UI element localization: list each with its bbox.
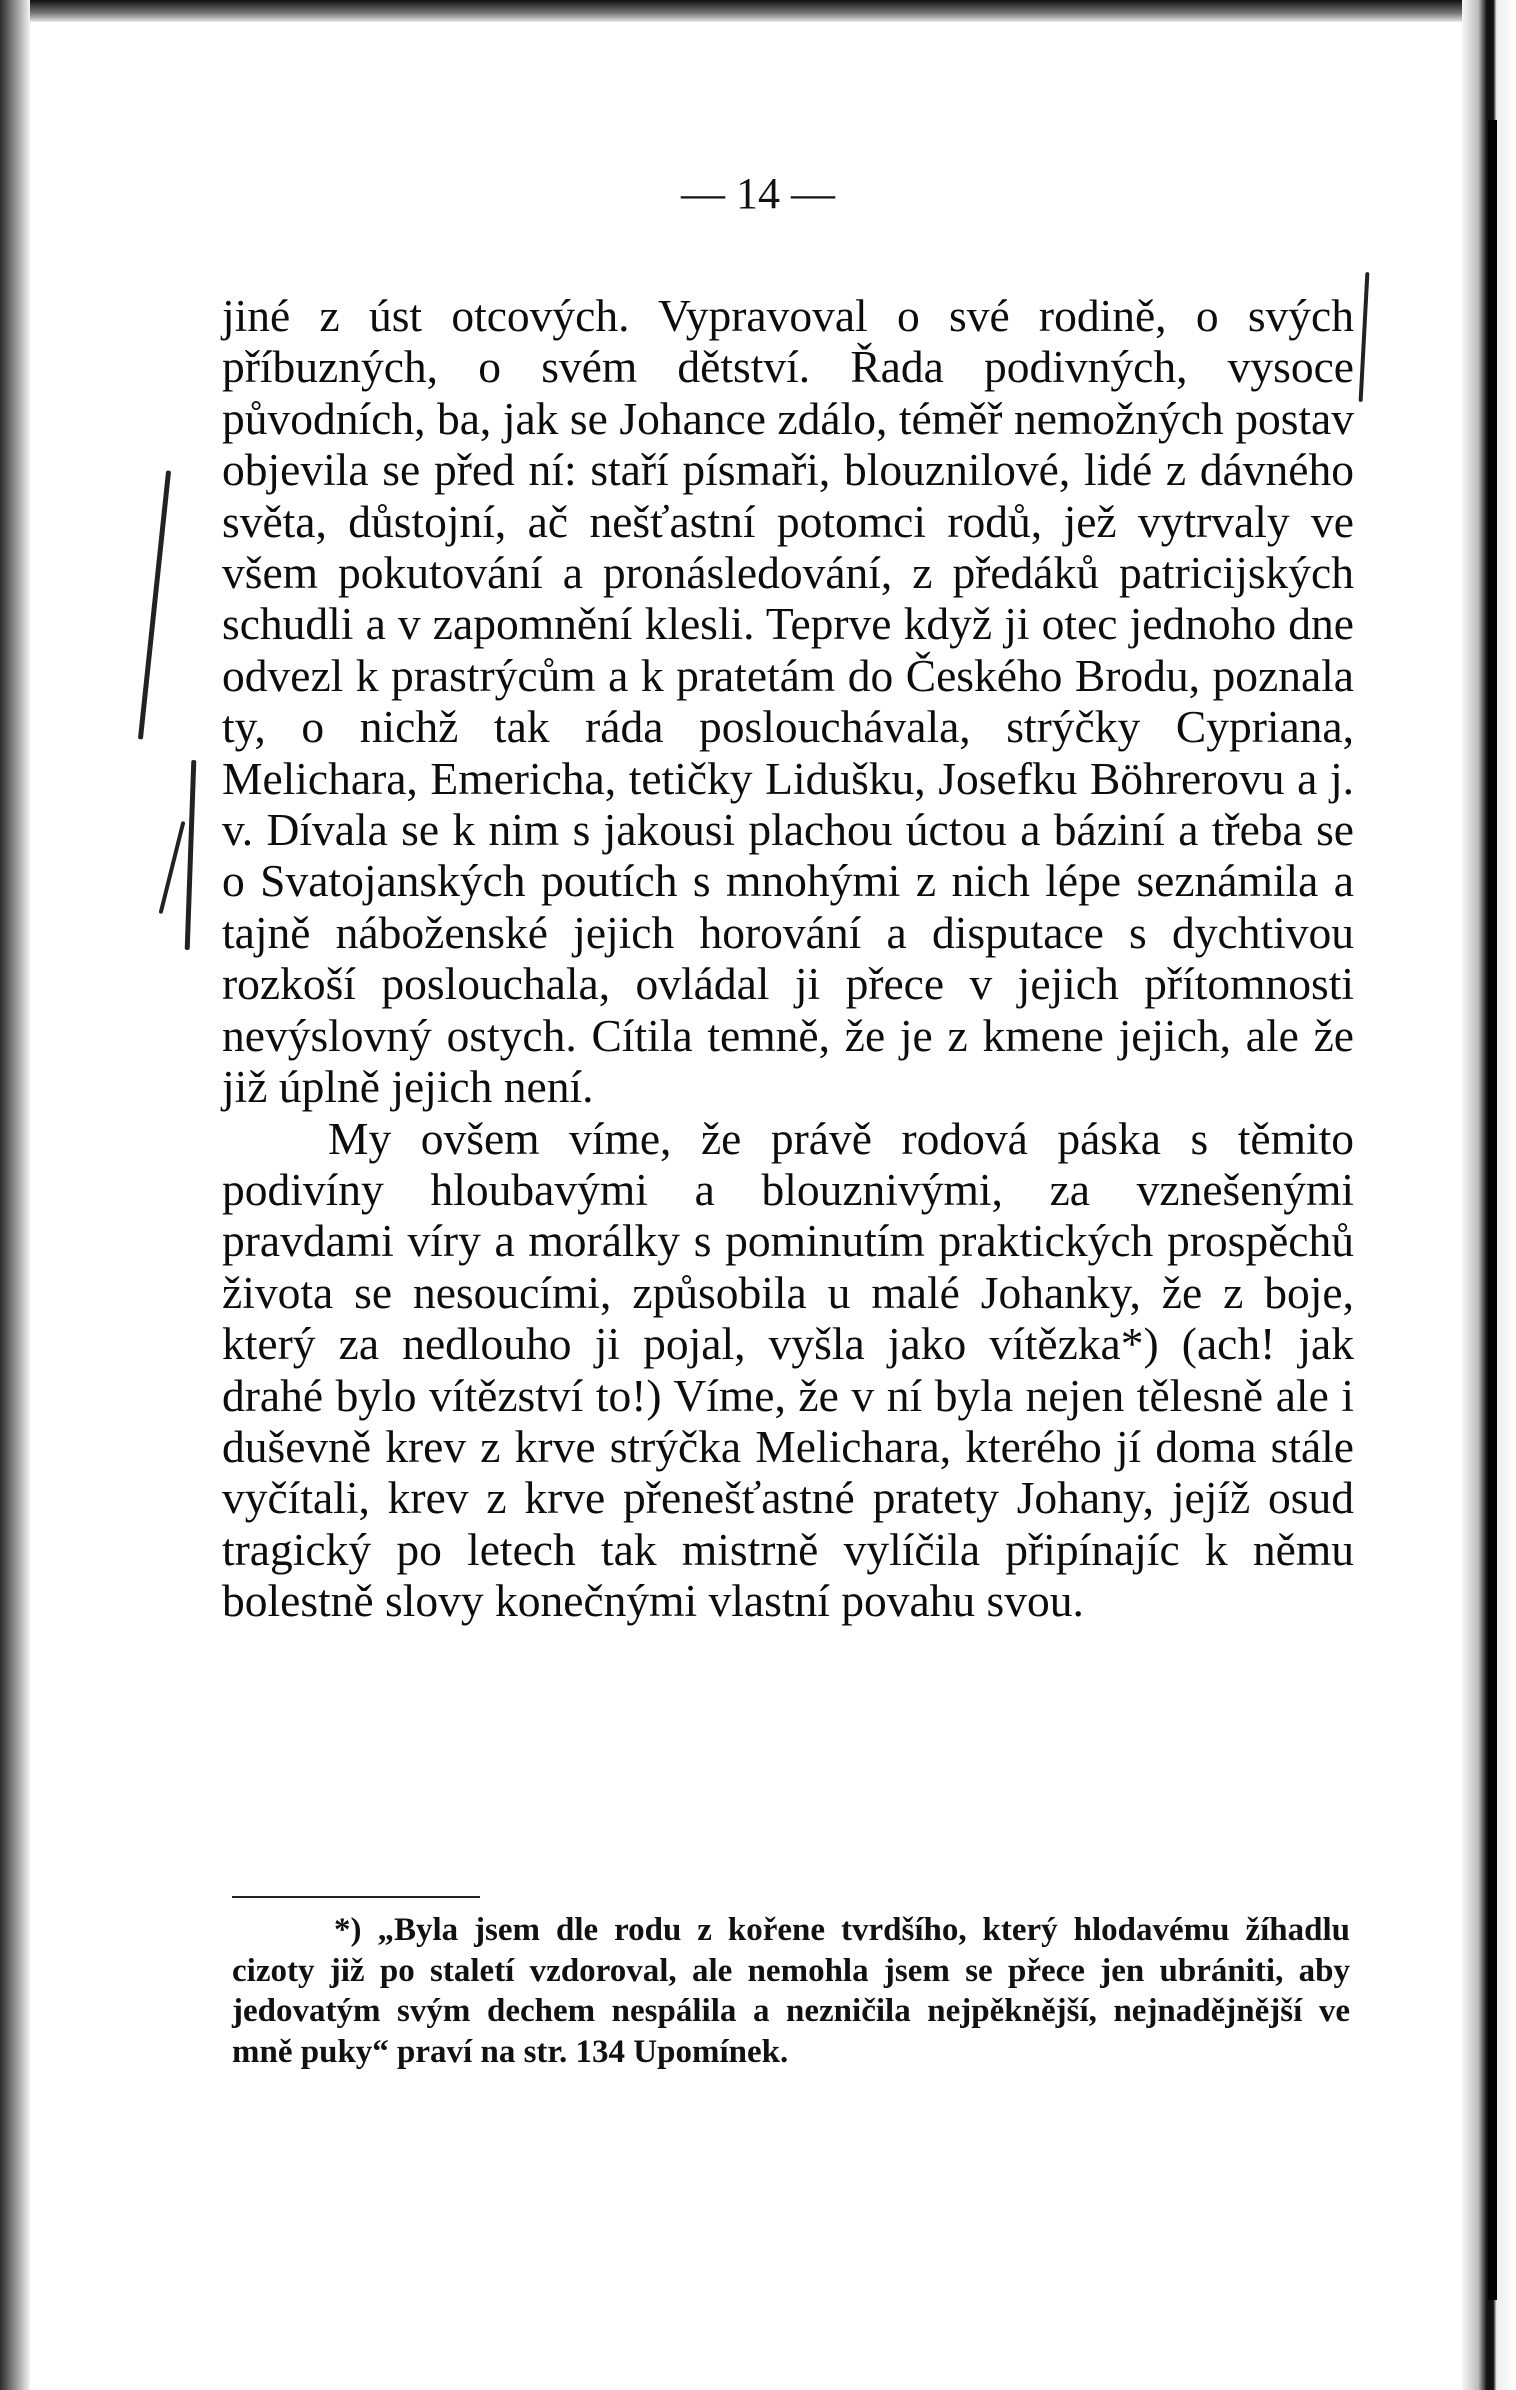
margin-pencil-mark [1359, 272, 1370, 402]
margin-pencil-mark [138, 470, 171, 739]
margin-pencil-mark [185, 760, 197, 950]
footnote-divider [232, 1896, 480, 1898]
top-scan-shadow [0, 0, 1516, 22]
margin-pencil-mark [159, 821, 186, 914]
footnote: *) „Byla jsem dle rodu z kořene tvrdšího, který hlodavému žíhadlu cizoty již po staletí vzdoroval, ale nemohla jsem se přece jen ubrániti, aby jedovatým svým dechem nespálila a nezničila nejpěknější, nejnadějnější ve mně puky“ praví na str. 134 Upomínek. [232, 1912, 1350, 2070]
paragraph-1: jiné z úst otcových. Vypravoval o své rodině, o svých příbuzných, o svém dětství. Řada podivných, vysoce původních, ba, jak se Johance zdálo, téměř nemožných postav objevila se před ní: staří písmaři, blouznilové, lidé z dávného světa, důstojní, ač nešťastní potomci rodů, jež vytrvaly ve všem pokutování a pronásledování, z předáků patricijských schudli a v zapomnění klesli. Teprve když ji otec jednoho dne odvezl k prastrýcům a k pratetám do Českého Brodu, poznala ty, o nichž tak ráda poslouchávala, strýčky Cypriana, Melichara, Emericha, tetičky Lidušku, Josefku Böhrerovu a j. v. Dívala se k nim s jakousi plachou úctou a báziní a třeba se o Svatojanských poutích s mnohými z nich lépe seznámila a tajně náboženské jejich horování a disputace s dychtivou rozkoší poslouchala, ovládal ji přece v jejich přítomnosti nevýslovný ostych. Cítila temně, že je z kmene jejich, ale že již úplně jejich není. [222, 290, 1354, 1113]
paragraph-2: My ovšem víme, že právě rodová páska s těmito podivíny hloubavými a blouznivými, za vznešenými pravdami víry a morálky s pominutím praktických prospěchů života se nesoucími, způsobila u malé Johanky, že z boje, který za nedlouho ji pojal, vyšla jako vítězka*) (ach! jak drahé bylo vítězství to!) Víme, že v ní byla nejen tělesně ale i duševně krev z krve strýčka Melichara, kterého jí doma stále vyčítali, krev z krve přenešťastné pratety Johany, jejíž osud tragický po letech tak mistrně vylíčila připínajíc k němu bolestně slovy konečnými vlastní povahu svou. [222, 1112, 1354, 1627]
left-scan-shadow [0, 0, 30, 2390]
right-edge-line [1488, 120, 1497, 2300]
body-text [222, 290, 1354, 1627]
page-number: — 14 — [681, 169, 835, 218]
